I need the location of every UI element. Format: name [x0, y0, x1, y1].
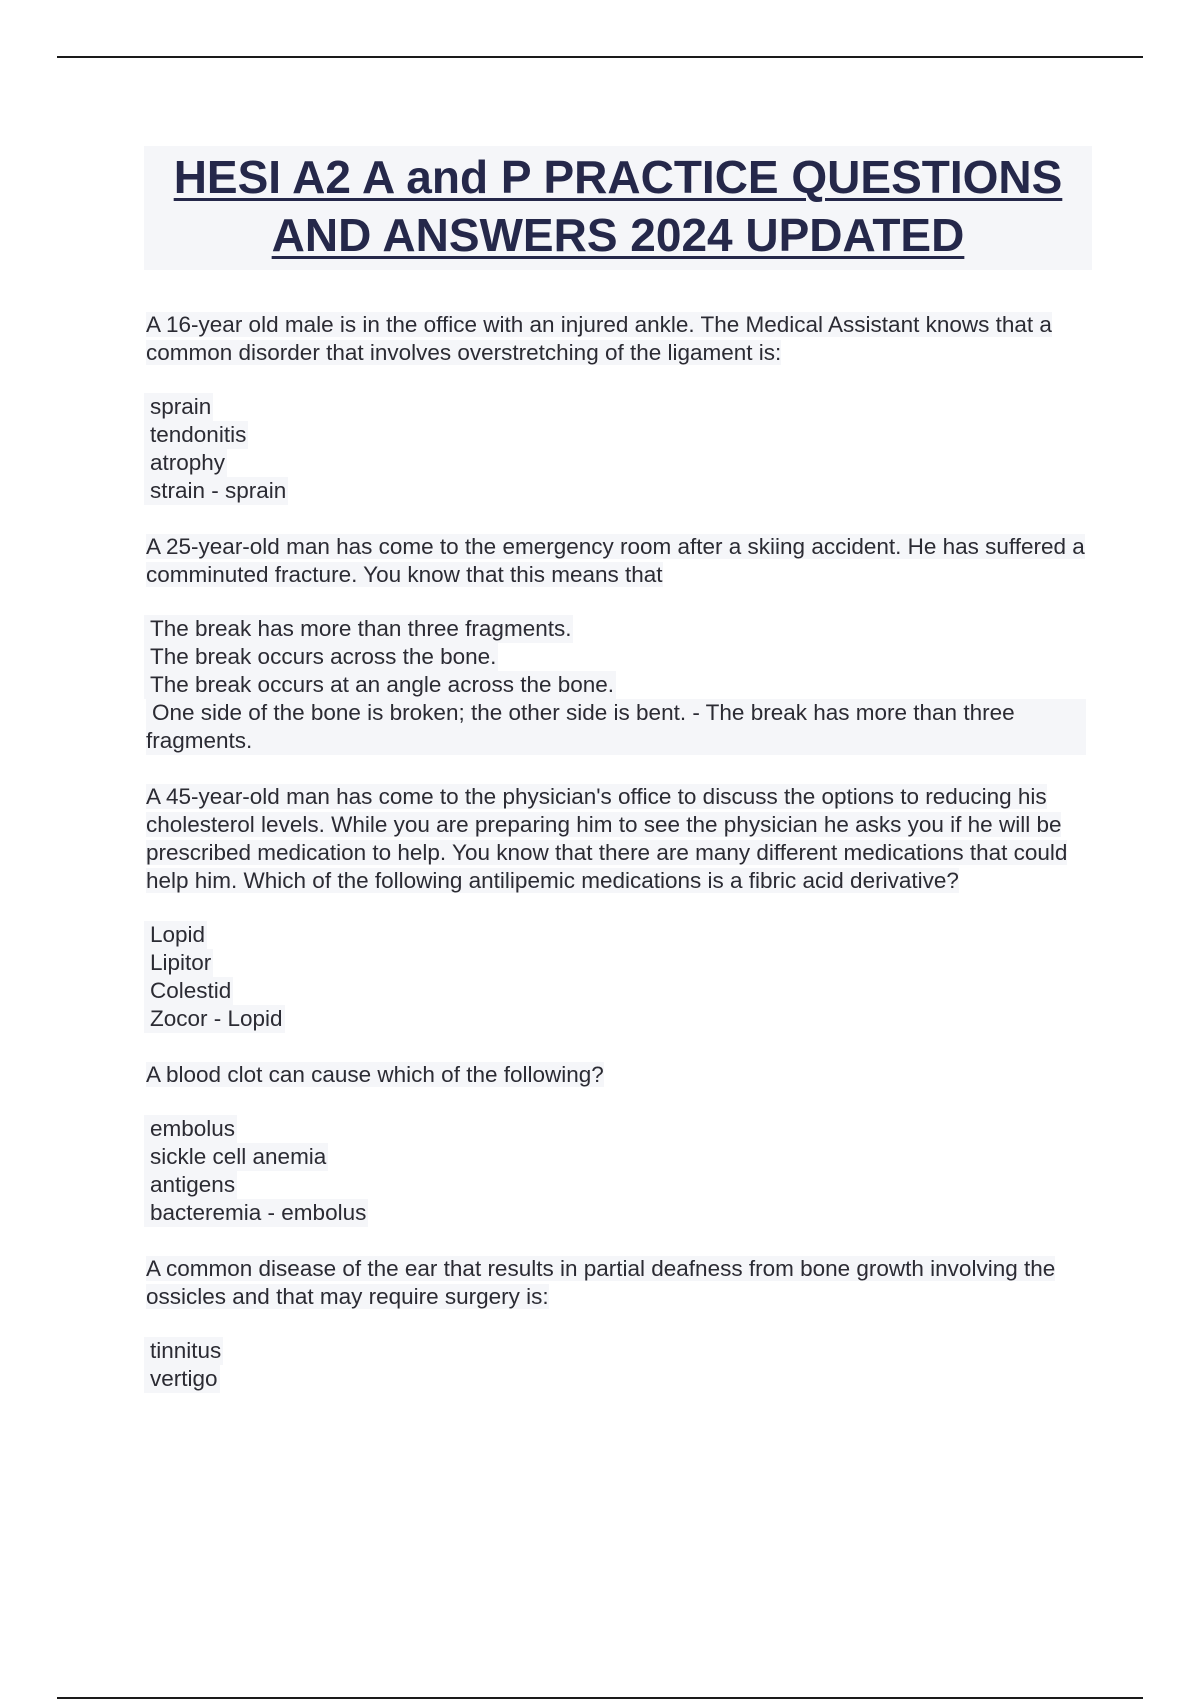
question-3	[146, 783, 1086, 895]
question-text: A common disease of the ear that results in partial deafness from bone growth involving the ossicles and that may require surgery is:	[146, 1256, 1056, 1309]
question-1	[146, 311, 1086, 367]
option-item: vertigo	[144, 1365, 220, 1393]
question-list	[146, 311, 1086, 1421]
option-item: The break occurs at an angle across the bone.	[144, 671, 616, 699]
top-rule	[57, 56, 1143, 58]
option-item: bacteremia - embolus	[144, 1199, 368, 1227]
option-item: tendonitis	[144, 421, 248, 449]
option-item: embolus	[144, 1115, 237, 1143]
option-item: The break has more than three fragments.	[144, 615, 573, 643]
question-3-options	[146, 921, 1086, 1033]
option-item: Lopid	[144, 921, 207, 949]
question-text: A blood clot can cause which of the following?	[146, 1062, 604, 1087]
option-item: strain - sprain	[144, 477, 288, 505]
question-4	[146, 1061, 1086, 1089]
question-text: A 45-year-old man has come to the physician's office to discuss the options to reducing his cholesterol levels. While you are preparing him to see the physician he asks you if he will be prescribed medication to help. You know that there are many different medications that could help him. Which of the following antilipemic medications is a fibric acid derivative?	[146, 784, 1068, 893]
option-item: One side of the bone is broken; the other side is bent. - The break has more than three fragments.	[146, 699, 1086, 755]
question-text: A 16-year old male is in the office with an injured ankle. The Medical Assistant knows that a common disorder that involves overstretching of the ligament is:	[146, 312, 1052, 365]
question-2-options	[146, 615, 1086, 755]
question-5	[146, 1255, 1086, 1311]
document-title	[144, 146, 1092, 270]
option-item: The break occurs across the bone.	[144, 643, 498, 671]
title-line-2: AND ANSWERS 2024 UPDATED	[271, 209, 965, 261]
question-1-options	[146, 393, 1086, 505]
title-line-1: HESI A2 A and P PRACTICE QUESTIONS	[173, 151, 1063, 203]
bottom-rule	[57, 1697, 1143, 1699]
option-item: antigens	[144, 1171, 237, 1199]
option-item: sickle cell anemia	[144, 1143, 328, 1171]
question-text: A 25-year-old man has come to the emergency room after a skiing accident. He has suffered a comminuted fracture. You know that this means that	[146, 534, 1085, 587]
option-item: Lipitor	[144, 949, 213, 977]
question-4-options	[146, 1115, 1086, 1227]
option-item: Colestid	[144, 977, 233, 1005]
option-item: sprain	[144, 393, 213, 421]
question-2	[146, 533, 1086, 589]
option-item: atrophy	[144, 449, 227, 477]
option-item: Zocor - Lopid	[144, 1005, 285, 1033]
question-5-options	[146, 1337, 1086, 1393]
option-item: tinnitus	[144, 1337, 223, 1365]
